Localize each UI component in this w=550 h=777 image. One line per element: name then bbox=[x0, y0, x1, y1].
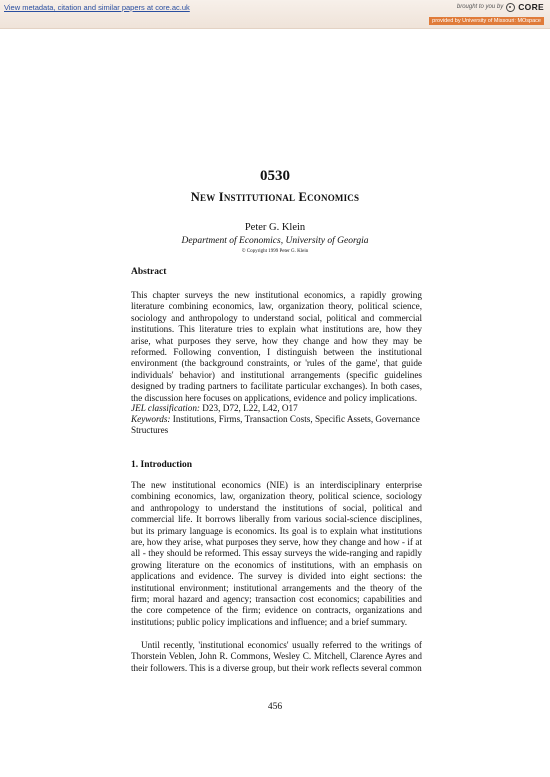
provider-link[interactable]: provided by University of Missouri: MOspace bbox=[429, 17, 544, 25]
author-name: Peter G. Klein bbox=[244, 222, 306, 233]
core-brand-label: CORE bbox=[518, 2, 544, 12]
jel-codes: D23, D72, L22, L42, O17 bbox=[200, 403, 298, 413]
core-banner bbox=[0, 0, 550, 29]
paper-id: 0530 bbox=[260, 168, 290, 184]
core-logo-icon bbox=[506, 3, 515, 12]
introduction-paragraph-2: Until recently, 'institutional economics' usually referred to the writings of Thorstein Veblen, John R. Commons, Wesley C. Mitchell, Clarence Ayres and their followers. This is a diverse group, but their work reflects several common bbox=[131, 640, 422, 673]
abstract-body: This chapter surveys the new institutional economics, a rapidly growing literature combining economics, law, organization theory, political science, sociology and anthropology to understand social, political and commercial institutions. This literature tries to explain what institutions are, how they arise, what purposes they serve, how they change and how they may be reformed. Following convention, I distinguish between the institutional environment (the background constraints, or 'rules of the game', that guide individuals' behavior) and institutional arrangements (specific guidelines designed by trading partners to facilitate particular exchanges). In both cases, the discussion here focuses on applications, evidence and policy implications. bbox=[131, 290, 422, 403]
jel-label: JEL classification: bbox=[131, 403, 200, 413]
page-number: 456 bbox=[267, 702, 283, 712]
introduction-heading: 1. Introduction bbox=[131, 460, 193, 470]
author-affiliation: Department of Economics, University of Georgia bbox=[181, 236, 369, 246]
keywords-list: Institutions, Firms, Transaction Costs, Specific Assets, Governance Structures bbox=[131, 414, 420, 436]
paper-title: New Institutional Economics bbox=[190, 190, 360, 204]
keywords-label: Keywords: bbox=[131, 414, 171, 424]
core-branding[interactable] bbox=[457, 2, 544, 12]
introduction-paragraph-1: The new institutional economics (NIE) is an interdisciplinary enterprise combining economics, law, organization theory, political science, sociology and anthropology to understand the institutions of social, political and commercial life. It borrows liberally from various social-science disciplines, but its primary language is economics. Its goal is to explain what institutions are, how they arise, what purposes they serve, how they change and how - if at all - they should be reformed. This essay surveys the wide-ranging and rapidly growing literature on the economics of institutions, with an emphasis on applications and evidence. The survey is divided into eight sections: the institutional environment; institutional arrangements and the theory of the firm; moral hazard and agency; transaction cost economics; capabilities and the core competence of the firm; evidence on contracts, organizations and institutions; public policy implications and influence; and a brief summary. bbox=[131, 480, 422, 627]
core-metadata-link[interactable]: View metadata, citation and similar papers at core.ac.uk bbox=[4, 3, 190, 12]
brought-to-you-label: brought to you by bbox=[456, 4, 504, 10]
keywords bbox=[131, 414, 422, 437]
abstract-heading: Abstract bbox=[131, 267, 167, 277]
jel-classification bbox=[131, 403, 422, 414]
copyright-notice: © Copyright 1999 Peter G. Klein bbox=[241, 249, 309, 254]
